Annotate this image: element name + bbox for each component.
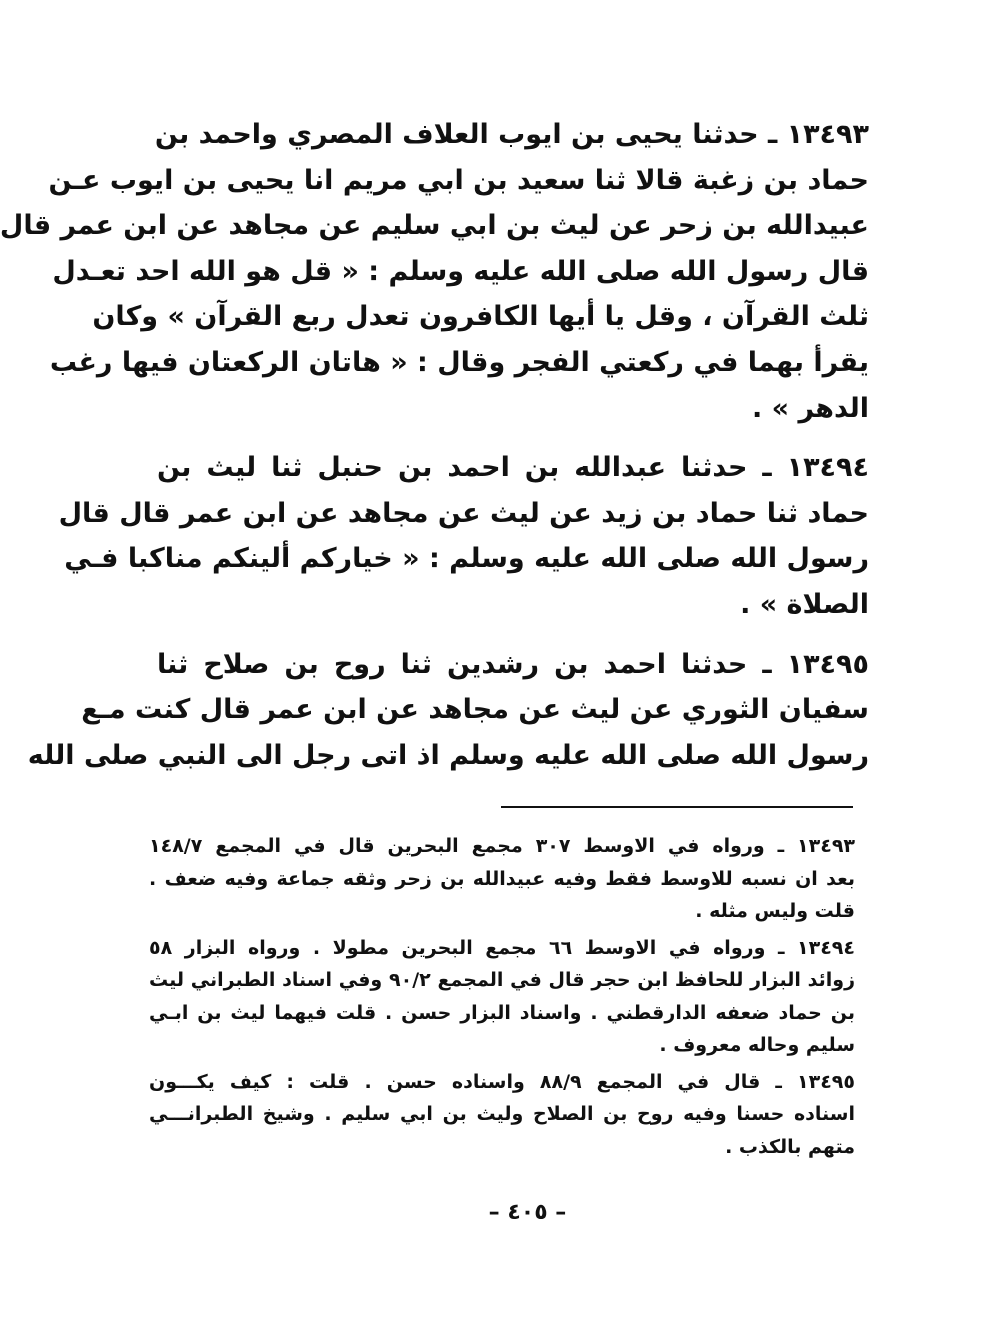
text-line: الدهر » . xyxy=(751,392,869,424)
text-line: قال رسول الله صلى الله عليه وسلم : « قل هو الله احد تعـدل xyxy=(52,255,869,287)
footnote-line: ١٣٤٩٣ ـ ورواه في الاوسط ٣٠٧ مجمع البحرين قال في المجمع ١٤٨/٧ xyxy=(149,835,856,857)
text-line: الصلاة » . xyxy=(740,588,869,620)
footnote-line: بن حماد ضعفه الدارقطني . واسناد البزار حسن . قلت فيهما ليث بن ابـي xyxy=(149,1001,855,1024)
text-line: حماد بن زغبة قالا ثنا سعيد بن ابي مريم انا يحيى بن ايوب عـن xyxy=(48,164,869,196)
footnote-line: سليم وحاله معروف . xyxy=(659,1034,855,1056)
footnote-line: ١٣٤٩٥ ـ قال في المجمع ٨٨/٩ واسناده حسن . قلت : كيف يكـــون xyxy=(149,1070,855,1093)
text-line: ثلث القرآن ، وقل يا أيها الكافرون تعدل ربع القرآن » وكان xyxy=(92,301,869,333)
footnote-line: زوائد البزار للحافظ ابن حجر قال في المجمع ٩٠/٢ وفي اسناد الطبراني ليث xyxy=(149,969,856,991)
footnote-line: قلت وليس مثله . xyxy=(695,900,855,922)
text-line: عبيدالله بن زحر عن ليث بن ابي سليم عن مجاهد عن ابن عمر قال xyxy=(0,210,869,242)
footnote-line: اسناده حسنا وفيه روح بن الصلاح وليث بن ابي سليم . وشيخ الطبرانـــي xyxy=(149,1103,855,1125)
page-number: – ٤٠٥ – xyxy=(488,1200,567,1225)
text-line: رسول الله صلى الله عليه وسلم : « خياركم ألينكم مناكبا فـي xyxy=(64,543,869,575)
text-line: حماد ثنا حماد بن زيد عن ليث عن مجاهد عن ابن عمر قال قال xyxy=(58,497,869,529)
text-line: سفيان الثوري عن ليث عن مجاهد عن ابن عمر قال كنت مـع xyxy=(81,694,869,726)
footnotes xyxy=(149,830,855,1167)
text-line: ١٣٤٩٣ ـ حدثنا يحيى بن ايوب العلاف المصري واحمد بن xyxy=(154,119,869,150)
main-text xyxy=(0,112,869,792)
footnote-divider xyxy=(501,806,853,808)
hadith-13494 xyxy=(58,445,869,627)
footnote-13495 xyxy=(149,1066,855,1164)
footnote-line: متهم بالكذب . xyxy=(725,1135,855,1158)
hadith-13493 xyxy=(0,112,869,431)
footnote-13494 xyxy=(149,932,855,1062)
text-line: ١٣٤٩٤ ـ حدثنا عبدالله بن احمد بن حنبل ثنا ليث بن xyxy=(157,452,869,484)
footnote-line: ١٣٤٩٤ ـ ورواه في الاوسط ٦٦ مجمع البحرين مطولا . ورواه البزار ٥٨ xyxy=(149,936,855,959)
footnote-13493 xyxy=(149,830,855,928)
text-line: يقرأ بهما في ركعتي الفجر وقال : « هاتان الركعتان فيها رغب xyxy=(49,346,869,378)
text-line: ١٣٤٩٥ ـ حدثنا احمد بن رشدين ثنا روح بن صلاح ثنا xyxy=(157,648,869,680)
footnote-line: بعد ان نسبه للاوسط فقط وفيه عبيدالله بن زحر وثقه جماعة وفيه ضعف . xyxy=(149,867,855,890)
text-line: رسول الله صلى الله عليه وسلم اذ اتى رجل الى النبي صلى الله xyxy=(27,739,869,771)
hadith-13495 xyxy=(27,642,869,779)
